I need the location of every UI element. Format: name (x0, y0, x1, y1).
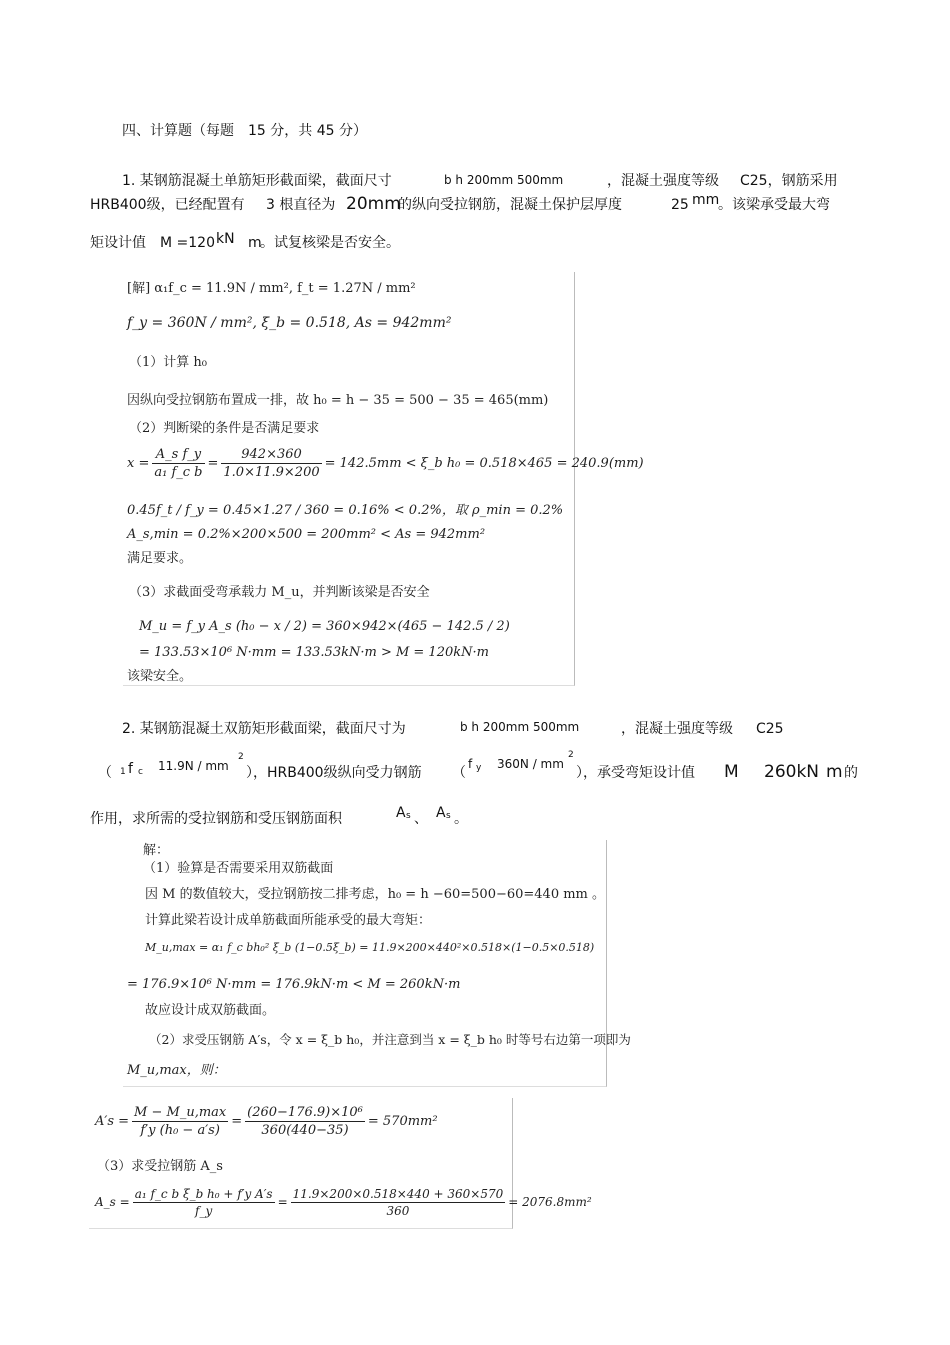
p2-line3-b: A (396, 805, 406, 821)
sol1-row9: 满足要求。 (127, 551, 193, 566)
sol2-row12-frac1 (133, 1188, 275, 1217)
sol1-row5: （2）判断梁的条件是否满足要求 (129, 421, 320, 436)
p2-line2-p: m (826, 762, 843, 782)
sol2-row2: （1）验算是否需要采用双筋截面 (143, 861, 334, 876)
p2-line2-f: 2 (238, 752, 244, 762)
p2-line2-c: f (128, 761, 133, 777)
p2-line2-i: f (468, 757, 473, 771)
sol2-row12-den1: f_y (195, 1204, 213, 1218)
sol2-row10-lhs: A′s = (95, 1114, 130, 1129)
sol2-row12-num2: 11.9×200×0.518×440 + 360×570 (292, 1187, 504, 1201)
p2-line1-d: C25 (756, 721, 784, 737)
p2-line2-e: 11.9N / mm (158, 759, 229, 773)
p2-line3-e: A (436, 805, 446, 821)
sol1-row6-frac1 (152, 448, 204, 479)
sol2-row12-den2: 360 (386, 1204, 410, 1218)
p2-line3-d: 、 (414, 811, 428, 827)
p2-line1-c: ，混凝土强度等级 (621, 721, 733, 737)
sol2-row12-num1: a₁ f_c b ξ_b h₀ + f′y A′s (134, 1187, 273, 1201)
sol2-row10-num2: (260−176.9)×10⁶ (247, 1105, 363, 1120)
sol2-row12-rhs: = 2076.8mm² (508, 1195, 592, 1209)
sol2-row12-lhs: A_s = (95, 1195, 130, 1209)
sol1-row4: 因纵向受拉钢筋布置成一排，故 h₀ = h − 35 = 500 − 35 = 465(mm) (127, 393, 549, 408)
p2-line1-a: 2. 某钢筋混凝土双筋矩形截面梁，截面尺寸为 (122, 721, 406, 737)
sol1-row6-den2: 1.0×11.9×200 (223, 465, 320, 480)
sol2-row11: （3）求受拉钢筋 A_s (97, 1159, 223, 1174)
solution-1-box (123, 272, 644, 686)
sol2-row7: 故应设计成双筋截面。 (145, 1003, 276, 1018)
p1-line2-d: 的纵向受拉钢筋，混凝土保护层厚度 (398, 197, 622, 213)
sol1-row1: [解] α₁f_c = 11.9N / mm², f_t = 1.27N / mm² (127, 281, 416, 296)
p2-line3-g: 。 (454, 811, 468, 827)
p2-line2-l: 2 (568, 750, 574, 760)
p1-line2-b: 3 根直径为 (266, 197, 336, 213)
section-title: 四、计算题（每题 15 分，共 45 分） (122, 123, 367, 139)
sol2-row10-num1: M − M_u,max (134, 1105, 227, 1120)
solution-2-continued-box (89, 1098, 592, 1229)
sol1-row6-den1: a₁ f_c b (154, 465, 203, 480)
p2-line1-dims: b h 200mm 500mm (460, 720, 580, 734)
p1-line1-dims: b h 200mm 500mm (444, 173, 564, 187)
sol2-row6: = 176.9×10⁶ N·mm = 176.9kN·m < M = 260kN·m (127, 977, 461, 992)
sol2-row10-den2: 360(440−35) (261, 1123, 349, 1138)
p2-line3-a: 作用，求所需的受拉钢筋和受压钢筋面积 (90, 811, 342, 827)
p2-line2-b: 1 (120, 767, 126, 777)
p2-line2-n: M (724, 762, 739, 782)
p1-line3-b: M =120 (160, 235, 215, 251)
p1-line1-a: 1. 某钢筋混凝土单筋矩形截面梁，截面尺寸 (122, 173, 392, 189)
sol2-row8: （2）求受压钢筋 A′s，令 x = ξ_b h₀，并注意到当 x = ξ_b h₀ 时等号右边第一项即为 (149, 1032, 631, 1047)
p2-line2-m: ），承受弯矩设计值 (576, 765, 695, 781)
p1-line3-e: 。试复核梁是否安全。 (260, 235, 400, 251)
sol2-row10-frac2 (245, 1106, 365, 1137)
p2-line2-j: y (476, 763, 482, 773)
sol2-row12-frac2 (291, 1188, 506, 1217)
p1-line1-d: C25，钢筋采用 (740, 173, 838, 189)
p1-line2-e: 25 (671, 197, 689, 213)
solution-2-box (123, 840, 631, 1087)
sol1-row2: f_y = 360N / mm², ξ_b = 0.518, As = 942mm² (127, 315, 452, 331)
p2-line2-q: 的 (844, 765, 858, 781)
sol2-row10-eq: = (231, 1114, 243, 1129)
p1-line2-a: HRB400级，已经配置有 (90, 197, 245, 213)
sol2-row1: 解： (143, 843, 170, 858)
sol1-row6-rhs: = 142.5mm < ξ_b h₀ = 0.518×465 = 240.9(mm) (324, 456, 644, 471)
p1-line3-d: m (248, 235, 262, 251)
sol1-row6-eq: = (207, 456, 219, 471)
p2-line2-k: 360N / mm (497, 757, 564, 771)
sol2-row3: 因 M 的数值较大，受拉钢筋按二排考虑，h₀ = h −60=500−60=440 mm 。 (145, 887, 606, 902)
sol1-row6-num2: 942×360 (221, 448, 321, 464)
sol1-row6 (127, 448, 644, 479)
p1-line3-a: 矩设计值 (90, 235, 146, 251)
p2-line3-c: s (406, 811, 411, 821)
sol1-row6-lhs: x = (127, 456, 150, 471)
sol2-row10-rhs: = 570mm² (367, 1114, 438, 1129)
p2-line2-g: ），HRB400级纵向受力钢筋 (246, 765, 422, 781)
p2-line2-a: （ (98, 765, 112, 781)
sol1-row11: M_u = f_y A_s (h₀ − x / 2) = 360×942×(465 − 142.5 / 2) (139, 619, 510, 634)
sol1-row6-frac2 (221, 448, 321, 479)
sol2-row10-frac1 (132, 1106, 228, 1137)
sol2-row4: 计算此梁若设计成单筋截面所能承受的最大弯矩： (145, 913, 432, 928)
p1-line2-g: 。该梁承受最大弯 (718, 197, 830, 213)
sol2-row9: M_u,max，则： (127, 1063, 226, 1078)
sol2-row10-den1: f′y (h₀ − a′s) (140, 1123, 220, 1138)
sol2-row10 (95, 1106, 438, 1137)
p1-line2-f: mm (692, 192, 720, 208)
sol1-row13: 该梁安全。 (127, 669, 193, 684)
p1-line1-c: ，混凝土强度等级 (607, 173, 719, 189)
p2-line3-f: s (446, 811, 451, 821)
sol1-row12: = 133.53×10⁶ N·mm = 133.53kN·m > M = 120kN·m (139, 645, 489, 660)
sol1-row6-num1: A_s f_y (152, 448, 204, 464)
sol1-row8: A_s,min = 0.2%×200×500 = 200mm² < As = 942mm² (127, 527, 486, 542)
sol2-row12 (95, 1188, 592, 1217)
sol1-row7: 0.45f_t / f_y = 0.45×1.27 / 360 = 0.16% < 0.2%，取 ρ_min = 0.2% (127, 503, 564, 518)
p1-line2-c: 20mm (346, 194, 401, 214)
sol1-row10: （3）求截面受弯承载力 M_u，并判断该梁是否安全 (129, 585, 430, 600)
p2-line2-o: 260kN (764, 762, 820, 782)
p1-line3-c: kN (216, 231, 235, 247)
sol2-row5: M_u,max = α₁ f_c bh₀² ξ_b (1−0.5ξ_b) = 11.9×200×440²×0.518×(1−0.5×0.518) (145, 941, 595, 954)
sol1-row3: （1）计算 h₀ (129, 355, 207, 370)
p2-line2-d: c (138, 767, 143, 777)
sol2-row12-eq: = (277, 1195, 288, 1209)
p2-line2-h: （ (452, 765, 466, 781)
